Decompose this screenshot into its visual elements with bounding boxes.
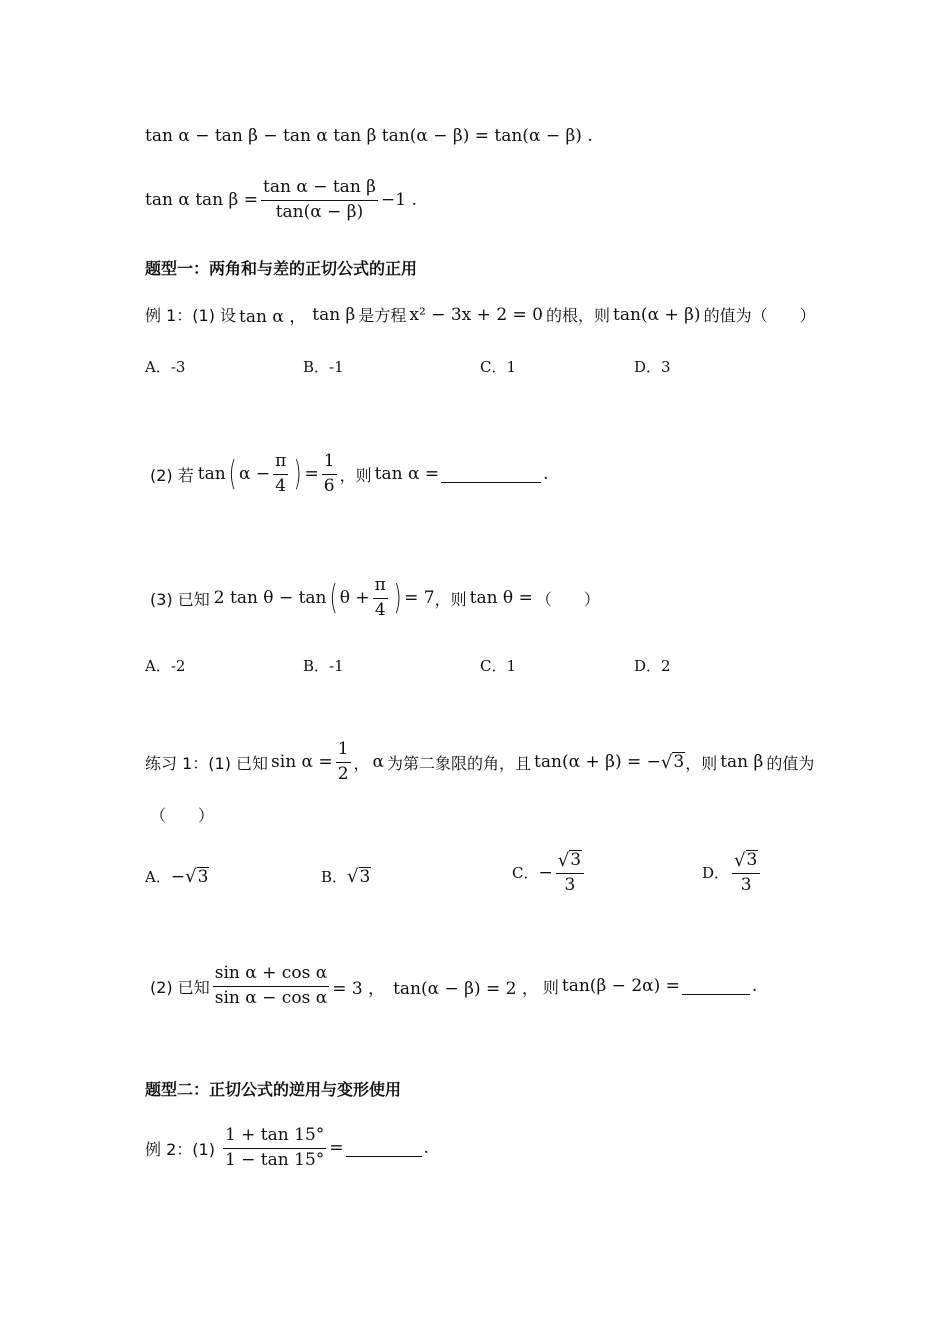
option-label: D． <box>702 864 730 883</box>
radicand: 3 <box>197 866 209 887</box>
math-tan-alpha: tan α ， <box>239 307 307 327</box>
option-c <box>480 655 516 676</box>
one-over-six <box>322 452 337 496</box>
radicand: 3 <box>570 850 582 870</box>
sqrt-3: √ 3 <box>660 751 685 773</box>
math-sin-alpha: sin α = <box>271 752 333 773</box>
math-expression: tan(α − β) = 2 ， <box>393 978 539 999</box>
math-expression: 2 tan θ − tan <box>213 588 327 609</box>
fraction-denominator: tan(α − β) <box>275 201 364 222</box>
question-text: 的根，则 <box>546 306 611 325</box>
question-text: 是方程 <box>358 306 407 325</box>
sqrt-3: √ 3 <box>557 849 582 871</box>
period: . <box>543 464 549 485</box>
question-text: ，则 <box>434 589 467 609</box>
answer-paren: （ ） <box>535 589 600 609</box>
practice-1-paren-row <box>150 803 214 826</box>
option-d <box>702 850 763 896</box>
math-equals-three: = 3 ， <box>332 978 386 999</box>
question-label: (2) 已知 <box>150 977 210 997</box>
question-label: 例 1：(1) 设 <box>145 306 237 325</box>
option-text: A．-3 <box>145 358 186 376</box>
one-over-two <box>336 740 351 784</box>
fraction-numerator: π <box>373 576 388 599</box>
practice-1-part-1 <box>145 740 814 784</box>
option-text: D．3 <box>634 358 671 376</box>
fraction-denominator: 3 <box>564 875 576 896</box>
option-a <box>145 655 185 676</box>
identity-line-1 <box>145 126 593 146</box>
example-1-part-2 <box>150 452 549 496</box>
option-text: C．1 <box>480 657 517 675</box>
sqrt-3: √ 3 <box>734 849 758 871</box>
right-paren: ) <box>293 454 302 495</box>
identity-right: −1 . <box>381 190 417 211</box>
right-paren: ) <box>393 578 402 619</box>
equals-sign: = <box>304 464 319 485</box>
pi-over-4 <box>273 452 288 496</box>
option-label: A． <box>145 868 171 886</box>
option-text: D．2 <box>634 657 671 675</box>
option-b <box>321 866 371 887</box>
option-d <box>634 655 671 676</box>
math-expression: tan(α + β) <box>613 304 701 325</box>
option-d <box>634 356 671 377</box>
answer-paren: （ ） <box>150 806 215 825</box>
question-text: 则 <box>542 977 559 997</box>
left-paren: ( <box>228 454 237 495</box>
section-title-text: 题型一：两角和与差的正切公式的正用 <box>145 259 418 278</box>
fraction-denominator: 1 − tan 15° <box>224 1149 325 1170</box>
radicand: 3 <box>359 866 371 887</box>
question-text: ，则 <box>339 465 372 485</box>
sqrt-3: √ 3 <box>347 866 371 888</box>
answer-blank[interactable] <box>346 1140 422 1157</box>
question-label: 例 2：(1) <box>145 1139 215 1159</box>
period: . <box>423 1138 429 1159</box>
fraction-numerator: tan α − tan β <box>261 178 378 201</box>
fraction-denominator: 2 <box>337 763 349 784</box>
math-tan-beta: tan β <box>720 752 764 773</box>
answer-blank[interactable] <box>682 978 750 995</box>
identity-fraction <box>261 178 378 222</box>
question-label: (2) 若 <box>150 465 194 485</box>
option-c <box>480 356 516 377</box>
radicand: 3 <box>673 752 685 773</box>
option-label: C． <box>512 864 539 883</box>
question-text: ， <box>353 753 370 773</box>
option-text: B．-1 <box>303 358 344 376</box>
math-equals-seven: = 7 <box>404 588 435 609</box>
math-alpha-minus: α − <box>238 464 271 485</box>
sin-cos-fraction <box>213 964 329 1008</box>
section-title-1 <box>145 256 417 279</box>
option-text: B．-1 <box>303 657 344 675</box>
fraction-numerator: 1 <box>336 740 351 763</box>
fraction-numerator: 1 + tan 15° <box>223 1126 326 1149</box>
question-text: 为第二象限的角，且 <box>387 753 532 773</box>
fraction-denominator: 4 <box>374 599 386 620</box>
identity-line-2 <box>145 178 417 222</box>
example-1-part-3 <box>150 576 600 620</box>
identity-text: tan α − tan β − tan α tan β tan(α − β) = tan(α − β) . <box>145 126 593 146</box>
option-a <box>145 356 185 377</box>
option-text: A．-2 <box>145 657 186 675</box>
option-a <box>145 866 209 887</box>
option-b <box>303 655 344 676</box>
option-c <box>512 850 587 896</box>
fraction-denominator: 3 <box>740 875 752 896</box>
tan15-fraction <box>223 1126 326 1170</box>
fraction-numerator: sin α + cos α <box>213 964 329 987</box>
fraction-numerator: 1 <box>322 452 337 475</box>
practice-1-part-2 <box>150 964 757 1008</box>
math-expression: tan(α + β) = − <box>534 752 661 773</box>
minus-sign: − <box>170 866 186 887</box>
math-tan-beta: tan β <box>312 304 356 325</box>
example-2-part-1 <box>145 1126 429 1170</box>
math-equation: x² − 3x + 2 = 0 <box>409 304 543 325</box>
option-label: B． <box>321 868 348 886</box>
math-alpha: α <box>372 752 385 773</box>
question-text: ，则 <box>685 753 718 773</box>
fraction-denominator: sin α − cos α <box>214 987 328 1008</box>
radicand: 3 <box>746 850 758 870</box>
sqrt3-over-3 <box>732 850 760 896</box>
period: . <box>751 976 758 997</box>
pi-over-4 <box>373 576 388 620</box>
math-theta-plus: θ + <box>339 588 370 609</box>
question-text: 的值为（ ） <box>703 306 816 325</box>
fraction-denominator: 4 <box>275 475 287 496</box>
left-paren: ( <box>329 578 338 619</box>
question-label: (3) 已知 <box>150 589 210 609</box>
option-text: C．1 <box>480 358 517 376</box>
math-result: tan α = <box>374 464 440 485</box>
math-tan: tan <box>197 464 226 485</box>
equals-sign: = <box>329 1138 344 1159</box>
question-label: 练习 1：(1) 已知 <box>145 753 269 773</box>
fraction-numerator: π <box>273 452 288 475</box>
minus-sign: − <box>538 862 553 883</box>
answer-blank[interactable] <box>441 466 541 483</box>
sqrt-3: √ 3 <box>185 866 209 888</box>
question-text: 的值为 <box>766 753 815 773</box>
math-result: tan θ = <box>469 588 533 609</box>
sqrt3-over-3 <box>556 850 584 896</box>
example-1-part-1 <box>145 302 816 327</box>
identity-left: tan α tan β = <box>145 190 258 211</box>
section-title-2 <box>145 1077 401 1100</box>
math-result: tan(β − 2α) = <box>561 976 680 997</box>
section-title-text: 题型二：正切公式的逆用与变形使用 <box>145 1080 402 1099</box>
option-b <box>303 356 344 377</box>
fraction-denominator: 6 <box>323 475 335 496</box>
